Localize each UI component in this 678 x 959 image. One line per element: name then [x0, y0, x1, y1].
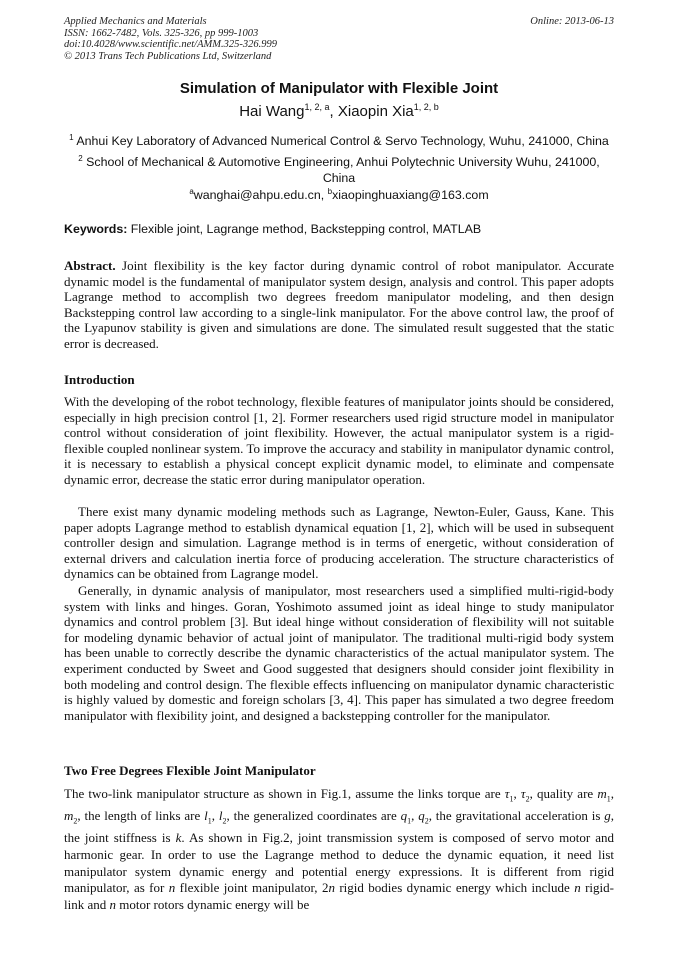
text-run: . As shown in Fig.2, joint transmission system is composed of servo motor and harmonic gear. In order to use the Lagrange method to deduce the dynamic equation, it need list manipulator system dynamic energy and potential energy expressions. It is different from rigid manipulator, as for	[64, 830, 615, 896]
section-heading: Introduction	[64, 372, 135, 387]
math-number: 2	[321, 880, 329, 896]
math-symbol: m	[597, 786, 607, 801]
email-sup: b	[327, 187, 333, 196]
paragraph: Generally, in dynamic analysis of manipulator, most researchers used a simplified multi-rigid-body system with links and hinges. Goran, Yoshimoto assumed joint as ideal hinge to study manipulator dynamics and control problem [3]. But ideal hinge without consideration of flexibility will not suitable for modeling dynamic behavior of actual joint of manipulator. The traditional multi-rigid body system has been unable to correctly describe the dynamic characteristics of the actual manipulator system. The experiment conducted by Sweet and Good suggested that designers should consider joint flexibility in both modeling and control design. The flexible effects influencing on manipulator dynamic characteristic is highly valued by domestic and foreign scholars [3, 4]. This paper has simulated a two degree freedom manipulator with flexibility joint, and designed a backstepping controller for the manipulator.	[64, 583, 614, 723]
math-symbol: l	[218, 808, 223, 824]
online-date: Online: 2013-06-13	[530, 16, 614, 27]
affiliation	[64, 151, 614, 186]
author-sup: 1, 2, a	[304, 102, 330, 112]
math-comma: ,	[610, 786, 615, 801]
paragraph	[64, 786, 614, 913]
abstract	[64, 258, 614, 352]
math-subscript: 2	[73, 816, 78, 826]
affiliation-text: Anhui Key Laboratory of Advanced Numerical Control & Servo Technology, Wuhu, 241000, China	[76, 134, 609, 148]
paper-title: Simulation of Manipulator with Flexible Joint	[179, 80, 499, 97]
email-separator: ,	[320, 188, 328, 202]
affiliation	[64, 130, 614, 149]
keywords	[64, 222, 614, 236]
journal-name: Applied Mechanics and Materials	[64, 16, 207, 27]
author-name: Xiaopin Xia	[337, 103, 414, 120]
paragraph: There exist many dynamic modeling methods such as Lagrange, Newton-Euler, Gauss, Kane. This paper adopts Lagrange method to establish dynamical equation [1, 2], which will be used in subsequent controller design and simulation. Lagrange method is in terms of energetic, without consideration of external drivers and calculation inertia force of producing acceleration. The structure characteristics of dynamics can be obtained from Lagrange model.	[64, 504, 614, 582]
math-symbol: τ	[520, 786, 526, 801]
email-link[interactable]: xiaopinghuaxiang@163.com	[332, 188, 489, 202]
author-name: Hai Wang	[239, 103, 305, 120]
author-line	[40, 102, 638, 120]
paragraph: With the developing of the robot technology, flexible features of manipulator joints should be considered, especially in high precision control [1, 2]. Former researchers used rigid structure model in manipulator control without consideration of joint flexibility. However, the actual manipulator system is a rigid-flexible coupled nonlinear system. To improve the accuracy and stability in manipulator dynamic control, it is necessary to establish a physical concept explicit dynamic model, to eliminate and compensate dynamic error, decrease the static error during manipulator operation.	[64, 394, 614, 487]
keywords-text: Flexible joint, Lagrange method, Backstepping control, MATLAB	[127, 222, 482, 236]
math-comma: ,	[211, 808, 219, 824]
text-run: , the gravitational acceleration is	[428, 808, 605, 824]
math-symbol: q	[400, 808, 408, 824]
keywords-label: Keywords:	[64, 222, 128, 236]
affiliation-sup: 2	[78, 154, 83, 163]
affiliation-sup: 1	[69, 133, 74, 142]
text-run: , the length of links are	[77, 808, 205, 824]
email-sup: a	[189, 187, 194, 196]
copyright: © 2013 Trans Tech Publications Ltd, Switzerland	[64, 50, 272, 62]
math-symbol: q	[418, 808, 425, 824]
text-run: flexible joint manipulator,	[175, 880, 322, 896]
math-comma: ,	[411, 808, 419, 824]
math-symbol: m	[64, 808, 74, 824]
math-symbol: g	[604, 808, 611, 824]
math-symbol: n	[574, 880, 581, 896]
math-symbol: n	[109, 896, 116, 912]
abstract-text: Joint flexibility is the key factor during dynamic control of robot manipulator. Accurate dynamic model is the fundamental of manipulator system design, analysis and control. This paper adopts Lagrange method to accomplish two degrees freedom manipulator modeling, and then design Backstepping control law according to a single-link manipulator. For the above control law, the proof of the Lyapunov stability is given and simulations are done. The simulated result suggested that the static error is decreased.	[64, 258, 614, 351]
doi: doi:10.4028/www.scientific.net/AMM.325-326.999	[64, 39, 277, 50]
issn: ISSN: 1662-7482, Vols. 325-326, pp 999-1003	[64, 27, 259, 39]
text-run: The two-link manipulator structure as shown in Fig.1, assume the links torque are	[64, 786, 505, 801]
math-subscript: 1	[606, 794, 611, 804]
math-subscript: 1	[207, 816, 212, 826]
section-heading: Two Free Degrees Flexible Joint Manipulator	[64, 763, 316, 778]
math-subscript: 2	[222, 816, 227, 826]
author-separator: ,	[329, 103, 338, 120]
math-subscript: 1	[407, 816, 412, 826]
math-symbol: τ	[504, 786, 510, 801]
text-run: rigid-link and	[64, 880, 614, 912]
text-run: , the joint stiffness is	[64, 808, 615, 846]
math-symbol: n	[328, 880, 335, 896]
text-run: motor rotors dynamic energy will be	[116, 896, 310, 912]
math-subscript: 2	[525, 794, 530, 804]
email-link[interactable]: wanghai@ahpu.edu.cn	[193, 188, 321, 202]
author-sup: 1, 2, b	[413, 102, 439, 112]
math-symbol: l	[204, 808, 208, 824]
abstract-label: Abstract.	[64, 258, 116, 273]
math-subscript: 2	[424, 816, 429, 826]
math-symbol: k	[175, 830, 182, 846]
email-line	[64, 187, 614, 202]
affiliation-text: School of Mechanical & Automotive Engineering, Anhui Polytechnic University Wuhu, 241000, China	[86, 155, 600, 185]
math-symbol: n	[168, 880, 176, 896]
text-run: rigid bodies dynamic energy which include	[334, 880, 575, 896]
text-run: , the generalized coordinates are	[226, 808, 401, 824]
math-subscript: 1	[509, 794, 514, 804]
math-comma: ,	[513, 786, 521, 801]
text-run: , quality are	[529, 786, 598, 801]
journal-header	[64, 16, 464, 62]
